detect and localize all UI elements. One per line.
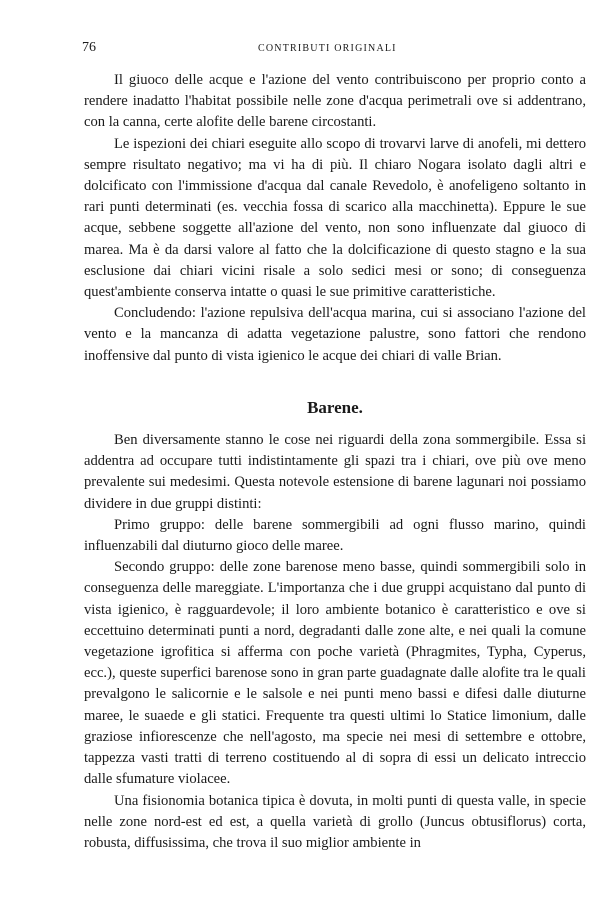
body-text: [84, 70, 586, 854]
paragraph: Le ispezioni dei chiari eseguite allo scopo di trovarvi larve di anofeli, mi dettero sempre risultato negativo; ma vi ha di più. Il chiaro Nogara isolato dagli altri e dolcificato con l'immissione d'acqua dal canale Revedolo, è anofeligeno soltanto in rari punti determinati (es. vecchia fossa di scarico alla macchinetta). Eppure le sue acque, sebbene soggette all'azione del vento, non sono influenzate dal giuoco di marea. Ma è da darsi valore al fatto che la dolcificazione di questo stagno e la sua esclusione dai chiari vicini risale a solo sedici mesi or sono; di conseguenza quest'ambiente conserva intatte o quasi le sue primitive caratteristiche.: [84, 135, 586, 301]
paragraph: Primo gruppo: delle barene sommergibili ad ogni flusso marino, quindi influenzabili dal diuturno gioco delle maree.: [84, 516, 586, 555]
page-header: [82, 40, 578, 60]
paragraph: Ben diversamente stanno le cose nei riguardi della zona sommergibile. Essa si addentra ad occupare tutti indistintamente gli spazi tra i chiari, ove più ove meno prevalente sui medesimi. Questa notevole estensione di barene lagunari noi possiamo dividere in due gruppi distinti:: [84, 432, 586, 512]
section-title: Barene.: [307, 397, 363, 417]
paragraph: Una fisionomia botanica tipica è dovuta, in molti punti di questa valle, in specie nelle zone nord-est ed est, a quella varietà di grollo (Juncus obtusiflorus) corta, robusta, diffusissima, che trova il suo miglior ambiente in: [84, 792, 586, 851]
running-head: CONTRIBUTI ORIGINALI: [258, 43, 397, 54]
paragraph: Concludendo: l'azione repulsiva dell'acqua marina, cui si associano l'azione del vento e la mancanza di adatta vegetazione palustre, sono fattori che rendono inoffensive dal punto di vista igienico le acque dei chiari di valle Brian.: [84, 305, 586, 364]
paragraph: Secondo gruppo: delle zone barenose meno basse, quindi sommergibili solo in conseguenza delle mareggiate. L'importanza che i due gruppi acquistano dal punto di vista igienico, è ragguardevole; il loro ambiente botanico è caratteristico e ove si eccettuino determinati punti a nord, degradanti dalle zone alte, e nei quali la comune vegetazione igrofitica si afferma con poche varietà (Phragmites, Typha, Cyperus, ecc.), queste superfici barenose sono in gran parte guadagnate dalle alofite tra le quali prevalgono le salicornie e le salsole e nei punti meno bassi e difesi dalle diuturne maree, le suaede e gli statici. Frequente tra questi ultimi lo Statice limonium, dalle graziose infiorescenze che nell'agosto, ma specie nei mesi di settembre e ottobre, tappezza vasti tratti di terreno costituendo al di sopra di essi un delicato intreccio dalle sfumature violacee.: [84, 559, 586, 788]
paragraph: Il giuoco delle acque e l'azione del vento contribuiscono per proprio conto a rendere inadatto l'habitat possibile nelle zone d'acqua perimetrali ove si addentrano, con la canna, certe alofite delle barene circostanti.: [84, 72, 586, 131]
page-number: 76: [82, 40, 96, 55]
